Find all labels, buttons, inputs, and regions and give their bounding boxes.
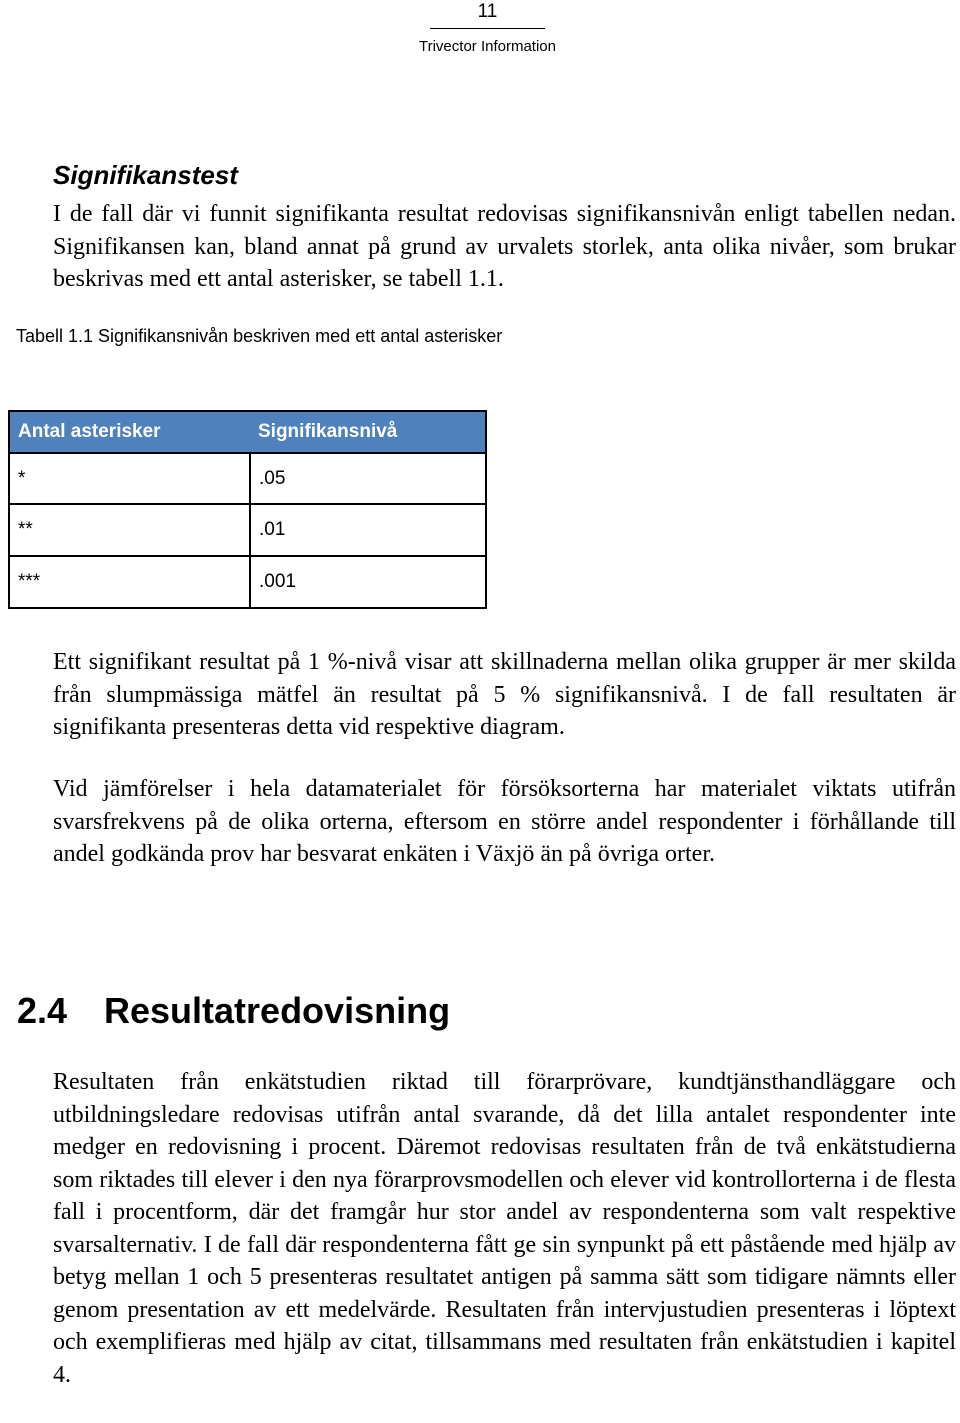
table-cell-level: .05 bbox=[250, 453, 486, 504]
table-cell-asterisks: ** bbox=[9, 504, 250, 556]
table-header-row bbox=[9, 411, 486, 453]
table-header-cell: Antal asterisker bbox=[9, 411, 250, 453]
table-cell-level: .001 bbox=[250, 556, 486, 608]
chapter-heading bbox=[17, 990, 450, 1032]
chapter-number: 2.4 bbox=[17, 990, 68, 1031]
page-number: 11 bbox=[477, 1, 498, 22]
table-row bbox=[9, 504, 486, 556]
header-organization: Trivector Information bbox=[419, 38, 556, 55]
table-header-cell: Signifikansnivå bbox=[250, 411, 486, 453]
significance-table bbox=[8, 410, 487, 609]
intro-paragraph: I de fall där vi funnit signifikanta resultat redovisas signifikansnivån enligt tabellen nedan. Signifikansen kan, bland annat på grund av urvalets storlek, anta olika nivåer, som brukar beskrivas med ett antal asterisker, se tabell 1.1. bbox=[53, 201, 956, 292]
table-row bbox=[9, 556, 486, 608]
table-cell-asterisks: *** bbox=[9, 556, 250, 608]
table-row bbox=[9, 453, 486, 504]
section-heading: Signifikanstest bbox=[53, 160, 238, 190]
table-caption: Tabell 1.1 Signifikansnivån beskriven med ett antal asterisker bbox=[16, 326, 503, 346]
body-paragraph: Vid jämförelser i hela datamaterialet för försöksorterna har materialet viktats utifrån svarsfrekvens på de olika orterna, eftersom en större andel respondenter i förhållande till andel godkända prov har besvarat enkäten i Växjö än på övriga orter. bbox=[53, 776, 956, 867]
chapter-body-paragraph: Resultaten från enkätstudien riktad till förarprövare, kundtjänsthandläggare och utbildningsledare redovisas utifrån antal svarande, då det lilla antalet respondenter inte medger en redovisning i procent. Däremot redovisas resultaten från de två enkätstudierna som riktades till elever i den nya förarprovsmodellen och elever vid kontrollorterna i de flesta fall i procentform, där det framgår hur stor andel av respondenterna som valt respektive svarsalternativ. I de fall där respondenterna fått ge sin synpunkt på ett påstående med hjälp av betyg mellan 1 och 5 presenteras resultatet antigen på samma sätt som tidigare nämnts eller genom presentation av ett medelvärde. Resultaten från intervjustudien presenteras i löptext och exemplifieras med hjälp av citat, tillsammans med resultaten från enkätstudien i kapitel 4. bbox=[53, 1069, 956, 1388]
header-divider bbox=[430, 28, 545, 29]
table-cell-asterisks: * bbox=[9, 453, 250, 504]
chapter-title: Resultatredovisning bbox=[104, 990, 451, 1031]
table-cell-level: .01 bbox=[250, 504, 486, 556]
body-paragraph: Ett signifikant resultat på 1 %-nivå visar att skillnaderna mellan olika grupper är mer skilda från slumpmässiga mätfel än resultat på 5 % signifikansnivå. I de fall resultaten är signifikanta presenteras detta vid respektive diagram. bbox=[53, 649, 956, 740]
